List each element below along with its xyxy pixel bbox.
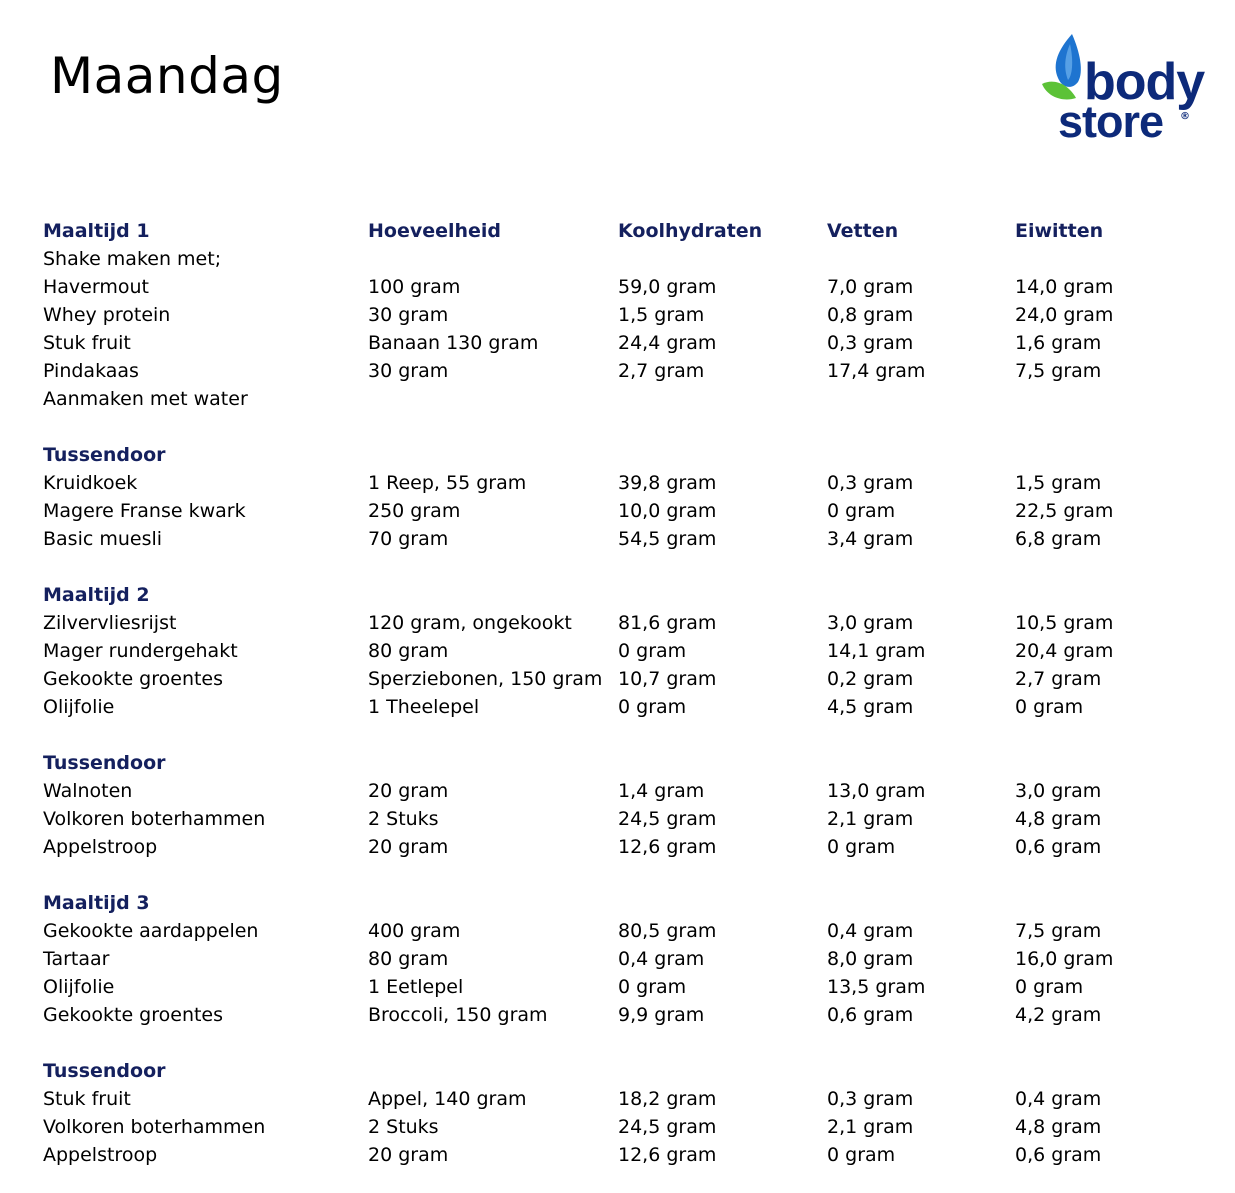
fats: 3,4 gram [827,528,914,550]
header-hoeveelheid: Hoeveelheid [368,220,502,242]
table-row [43,693,1193,721]
protein: 0 gram [1015,696,1084,718]
amount: Broccoli, 150 gram [368,1004,548,1026]
fats: 13,5 gram [827,976,926,998]
protein: 16,0 gram [1015,948,1114,970]
meal1-footer [43,385,1193,413]
amount: 30 gram [368,360,449,382]
protein: 7,5 gram [1015,360,1102,382]
section-title-maaltijd-3: Maaltijd 3 [43,892,150,914]
protein: 7,5 gram [1015,920,1102,942]
fats: 0,6 gram [827,1004,914,1026]
table-row [43,329,1193,357]
carbs: 1,5 gram [618,304,705,326]
amount: 100 gram [368,276,461,298]
spacer [43,861,1193,889]
carbs: 12,6 gram [618,836,717,858]
food-name: Tartaar [43,948,110,970]
table-row [43,1001,1193,1029]
fats: 0,3 gram [827,472,914,494]
logo-word-store: store [1058,96,1164,147]
table-row [43,469,1193,497]
protein: 1,6 gram [1015,332,1102,354]
table-row [43,637,1193,665]
protein: 6,8 gram [1015,528,1102,550]
carbs: 9,9 gram [618,1004,705,1026]
section-title [43,581,1193,609]
carbs: 24,5 gram [618,808,717,830]
protein: 14,0 gram [1015,276,1114,298]
table-row [43,1141,1193,1169]
section-title-tussendoor: Tussendoor [43,444,166,466]
fats: 13,0 gram [827,780,926,802]
food-name: Olijfolie [43,696,115,718]
protein: 20,4 gram [1015,640,1114,662]
spacer [43,721,1193,749]
amount: 20 gram [368,780,449,802]
food-name: Volkoren boterhammen [43,1116,266,1138]
protein: 4,8 gram [1015,1116,1102,1138]
table-row [43,917,1193,945]
table-row [43,833,1193,861]
page-title: Maandag [50,47,284,105]
food-name: Appelstroop [43,836,158,858]
table-row [43,1085,1193,1113]
fats: 8,0 gram [827,948,914,970]
carbs: 10,0 gram [618,500,717,522]
amount: 1 Eetlepel [368,976,464,998]
carbs: 0 gram [618,696,687,718]
carbs: 81,6 gram [618,612,717,634]
meal1-note [43,245,1193,273]
food-name: Olijfolie [43,976,115,998]
food-name: Whey protein [43,304,171,326]
fats: 0,3 gram [827,332,914,354]
fats: 4,5 gram [827,696,914,718]
fats: 14,1 gram [827,640,926,662]
carbs: 24,5 gram [618,1116,717,1138]
fats: 3,0 gram [827,612,914,634]
carbs: 1,4 gram [618,780,705,802]
food-name: Stuk fruit [43,1088,131,1110]
amount: 80 gram [368,640,449,662]
protein: 4,8 gram [1015,808,1102,830]
section-title [43,441,1193,469]
section-title [43,1057,1193,1085]
protein: 4,2 gram [1015,1004,1102,1026]
protein: 1,5 gram [1015,472,1102,494]
header-koolhydraten: Koolhydraten [618,220,763,242]
protein: 2,7 gram [1015,668,1102,690]
nutrition-table [43,217,1193,1169]
table-row [43,273,1193,301]
section-title-tussendoor: Tussendoor [43,752,166,774]
amount: 1 Theelepel [368,696,480,718]
carbs: 0,4 gram [618,948,705,970]
food-name: Appelstroop [43,1144,158,1166]
table-row [43,1113,1193,1141]
amount: Sperziebonen, 150 gram [368,668,603,690]
table-row [43,945,1193,973]
amount: 2 Stuks [368,1116,439,1138]
fats: 2,1 gram [827,808,914,830]
amount: 20 gram [368,1144,449,1166]
protein: 0,6 gram [1015,1144,1102,1166]
table-row [43,973,1193,1001]
fats: 17,4 gram [827,360,926,382]
carbs: 54,5 gram [618,528,717,550]
protein: 10,5 gram [1015,612,1114,634]
spacer [43,1029,1193,1057]
header-vetten: Vetten [827,220,899,242]
carbs: 10,7 gram [618,668,717,690]
fats: 7,0 gram [827,276,914,298]
protein: 22,5 gram [1015,500,1114,522]
table-row [43,525,1193,553]
fats: 0,2 gram [827,668,914,690]
amount: 80 gram [368,948,449,970]
amount: 120 gram, ongekookt [368,612,572,634]
amount: 250 gram [368,500,461,522]
table-row [43,301,1193,329]
protein: 24,0 gram [1015,304,1114,326]
fats: 0,4 gram [827,920,914,942]
carbs: 24,4 gram [618,332,717,354]
amount: 1 Reep, 55 gram [368,472,527,494]
amount: Banaan 130 gram [368,332,539,354]
food-name: Kruidkoek [43,472,138,494]
table-row [43,497,1193,525]
food-name: Walnoten [43,780,133,802]
food-name: Mager rundergehakt [43,640,238,662]
fats: 2,1 gram [827,1116,914,1138]
note-text: Shake maken met; [43,248,222,270]
table-row [43,777,1193,805]
section-title-maaltijd-2: Maaltijd 2 [43,584,150,606]
protein: 3,0 gram [1015,780,1102,802]
table-row [43,665,1193,693]
header-maaltijd-1: Maaltijd 1 [43,220,150,242]
section-title [43,889,1193,917]
note-text: Aanmaken met water [43,388,248,410]
protein: 0,6 gram [1015,836,1102,858]
table-row [43,357,1193,385]
amount: 30 gram [368,304,449,326]
section-title [43,749,1193,777]
food-name: Gekookte groentes [43,668,224,690]
amount: 2 Stuks [368,808,439,830]
amount: 70 gram [368,528,449,550]
spacer [43,553,1193,581]
body-store-logo [1038,32,1218,147]
carbs: 80,5 gram [618,920,717,942]
protein: 0 gram [1015,976,1084,998]
carbs: 18,2 gram [618,1088,717,1110]
food-name: Magere Franse kwark [43,500,246,522]
food-name: Gekookte groentes [43,1004,224,1026]
carbs: 0 gram [618,640,687,662]
carbs: 59,0 gram [618,276,717,298]
protein: 0,4 gram [1015,1088,1102,1110]
carbs: 12,6 gram [618,1144,717,1166]
food-name: Stuk fruit [43,332,131,354]
table-row [43,805,1193,833]
fats: 0,3 gram [827,1088,914,1110]
table-row [43,609,1193,637]
carbs: 39,8 gram [618,472,717,494]
food-name: Havermout [43,276,149,298]
food-name: Zilvervliesrijst [43,612,177,634]
food-name: Basic muesli [43,528,163,550]
fats: 0,8 gram [827,304,914,326]
logo-word-body: body [1084,53,1205,111]
amount: 400 gram [368,920,461,942]
fats: 0 gram [827,836,896,858]
fats: 0 gram [827,1144,896,1166]
table-header [43,217,1193,245]
food-name: Gekookte aardappelen [43,920,259,942]
section-title-tussendoor: Tussendoor [43,1060,166,1082]
carbs: 0 gram [618,976,687,998]
fats: 0 gram [827,500,896,522]
food-name: Pindakaas [43,360,139,382]
food-name: Volkoren boterhammen [43,808,266,830]
amount: Appel, 140 gram [368,1088,527,1110]
spacer [43,413,1193,441]
registered-mark: ® [1180,111,1190,122]
header-eiwitten: Eiwitten [1015,220,1104,242]
carbs: 2,7 gram [618,360,705,382]
amount: 20 gram [368,836,449,858]
